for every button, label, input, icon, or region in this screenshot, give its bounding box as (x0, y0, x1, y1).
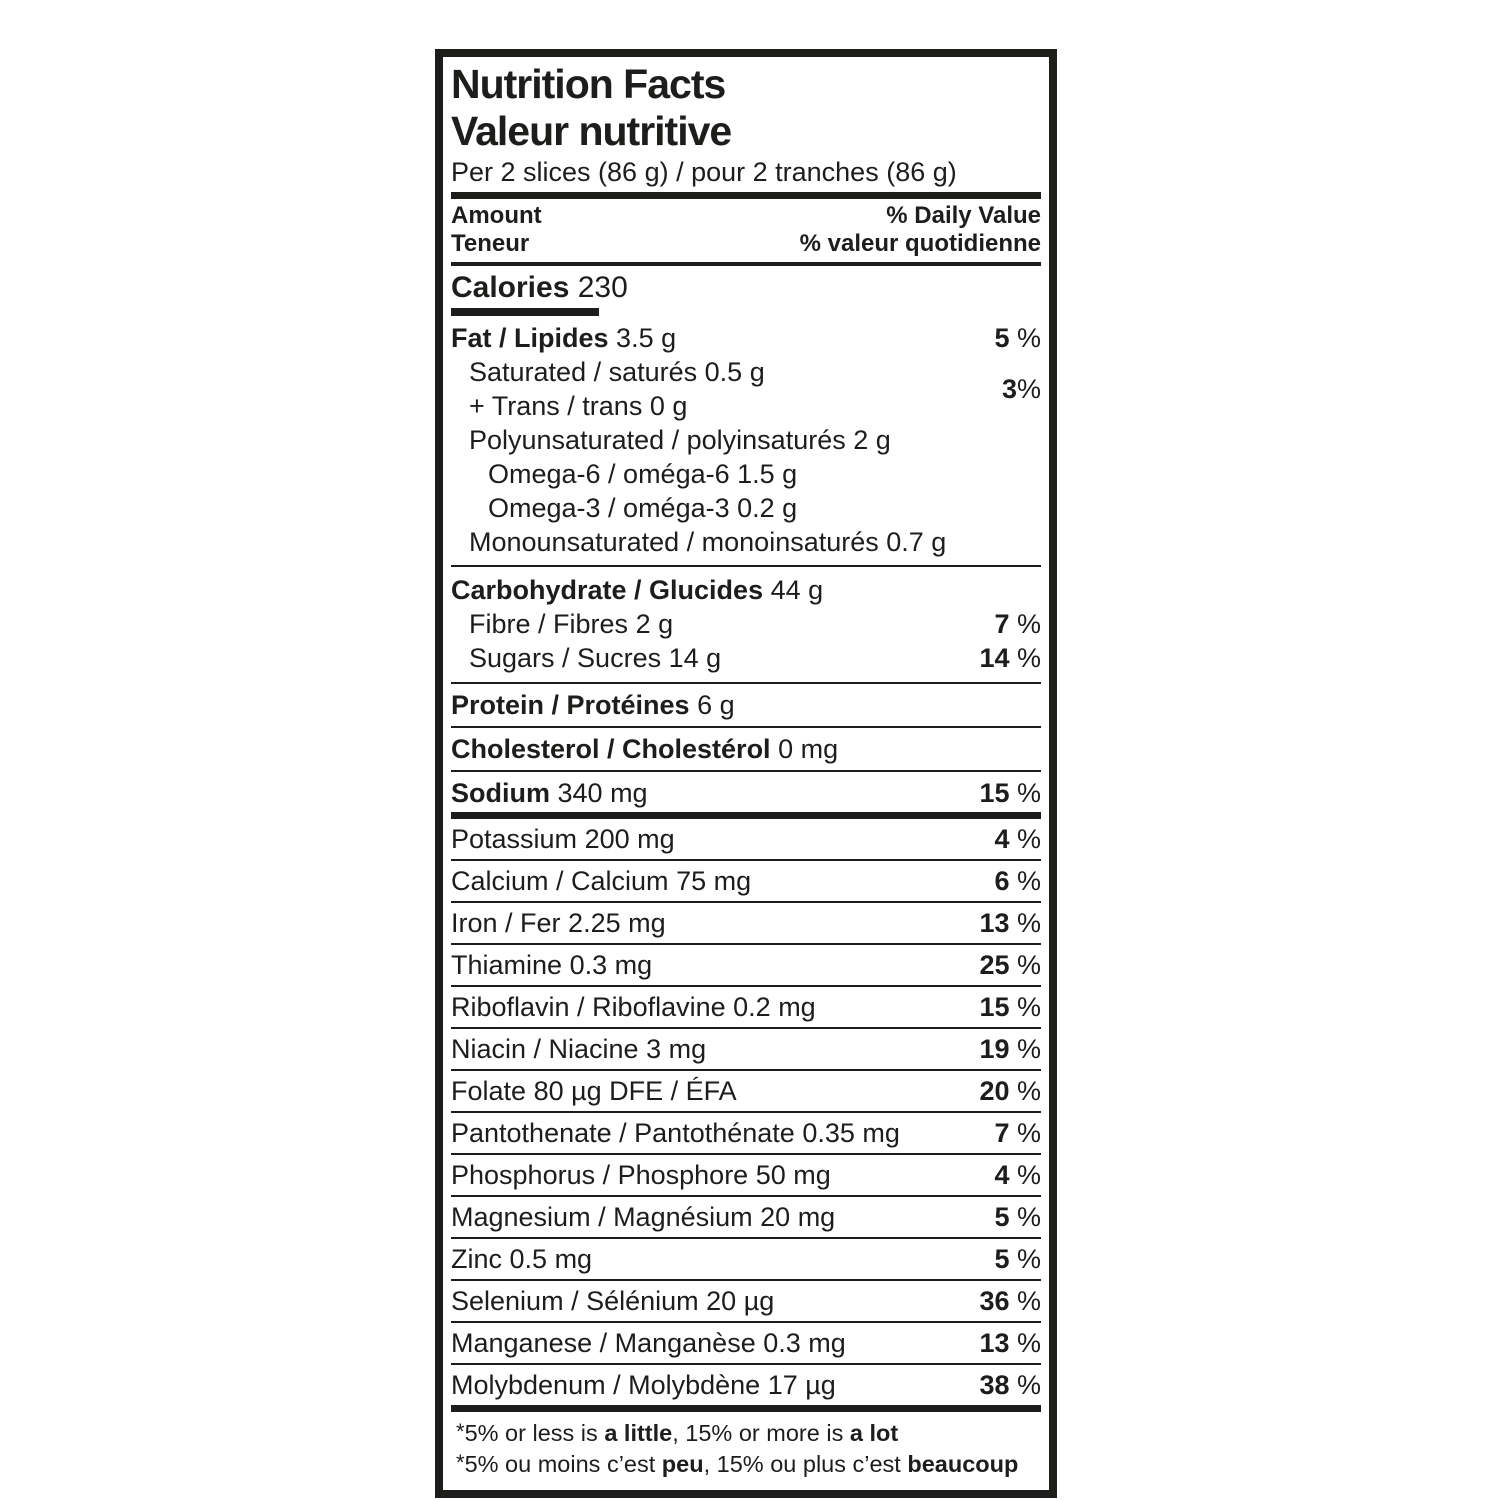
rule-before-carbohydrate (451, 565, 1041, 567)
row-protein (451, 686, 1041, 724)
nutrient-amount: 75 mg (676, 866, 752, 896)
row-polyunsaturated (451, 423, 1041, 457)
fibre-daily-value: 7 % (994, 609, 1041, 639)
nutrient-daily-value: 36 % (979, 1286, 1041, 1316)
row-omega6 (451, 457, 1041, 491)
nutrient-daily-value: 6 % (994, 866, 1041, 896)
nutrient-amount: 2.25 mg (568, 908, 666, 938)
nutrient-amount: 0.5 mg (509, 1244, 593, 1274)
saturated-amount: 0.5 g (704, 357, 765, 387)
sugars-name: Sugars / Sucres (469, 643, 662, 673)
row-sodium (451, 774, 1041, 812)
nutrient-name: Thiamine (451, 950, 563, 980)
saturated-trans-daily-value: 3 % (1001, 374, 1041, 404)
row-selenium (451, 1279, 1041, 1321)
monounsaturated-amount: 0.7 g (886, 527, 947, 557)
nutrient-name: Zinc (451, 1244, 503, 1274)
amount-header-fr: Teneur (451, 230, 530, 257)
calories-label: Calories (451, 271, 570, 304)
nutrient-name: Manganese / Manganèse (451, 1328, 756, 1358)
asterisk-fr: * (456, 1450, 465, 1475)
row-monounsaturated (451, 525, 1041, 559)
nutrient-amount: 3 mg (646, 1034, 707, 1064)
row-phosphorus (451, 1153, 1041, 1195)
nutrient-name: Niacin / Niacine (451, 1034, 639, 1064)
monounsaturated-name: Monounsaturated / monoinsaturés (469, 527, 879, 557)
row-niacin (451, 1027, 1041, 1069)
row-cholesterol (451, 730, 1041, 768)
nutrient-daily-value: 5 % (994, 1244, 1041, 1274)
nutrient-amount: 20 µg (706, 1286, 775, 1316)
nutrient-daily-value: 7 % (994, 1118, 1041, 1148)
row-sugars (451, 641, 1041, 675)
row-calcium (451, 859, 1041, 901)
cholesterol-name: Cholesterol / Cholestérol (451, 734, 771, 764)
saturated-trans-block (451, 355, 1041, 423)
nutrient-amount: 20 mg (760, 1202, 836, 1232)
nutrient-name: Calcium / Calcium (451, 866, 669, 896)
row-manganese (451, 1321, 1041, 1363)
footnote (451, 1412, 1041, 1482)
nutrient-amount: 0.2 mg (733, 992, 816, 1022)
calories-value: 230 (577, 271, 628, 304)
row-saturated (451, 355, 992, 389)
nutrient-amount: 17 µg (767, 1370, 836, 1400)
fat-amount: 3.5 g (616, 323, 677, 353)
nutrient-daily-value: 19 % (979, 1034, 1041, 1064)
nutrition-facts-label (435, 49, 1057, 1498)
sodium-daily-value: 15 % (979, 778, 1041, 808)
row-molybdenum (451, 1363, 1041, 1405)
row-thiamine (451, 943, 1041, 985)
row-fibre (451, 607, 1041, 641)
trans-name: + Trans / trans (469, 391, 643, 421)
nutrient-daily-value: 13 % (979, 908, 1041, 938)
thick-rule-after-sodium (451, 812, 1041, 819)
row-fat (451, 321, 1041, 355)
nutrient-daily-value: 38 % (979, 1370, 1041, 1400)
serving-size-line: Per 2 slices (86 g) / pour 2 tranches (86 g) (451, 157, 957, 187)
sodium-name: Sodium (451, 778, 550, 808)
nutrient-amount: 200 mg (584, 824, 675, 854)
carbohydrate-group (451, 569, 1041, 680)
nutrient-amount: 0.35 mg (802, 1118, 900, 1148)
row-riboflavin (451, 985, 1041, 1027)
fibre-name: Fibre / Fibres (469, 609, 629, 639)
fat-daily-value: 5 % (994, 323, 1041, 353)
nutrient-name: Riboflavin / Riboflavine (451, 992, 726, 1022)
nutrient-daily-value: 13 % (979, 1328, 1041, 1358)
row-iron (451, 901, 1041, 943)
sugars-amount: 14 g (668, 643, 722, 673)
fibre-amount: 2 g (635, 609, 674, 639)
polyunsaturated-name: Polyunsaturated / polyinsaturés (469, 425, 846, 455)
row-pantothenate (451, 1111, 1041, 1153)
thick-rule-bottom (451, 1405, 1041, 1412)
nutrient-amount: 80 µg DFE / ÉFA (533, 1076, 737, 1106)
daily-value-header-fr: % valeur quotidienne (799, 230, 1041, 257)
protein-name: Protein / Protéines (451, 690, 690, 720)
carbohydrate-name: Carbohydrate / Glucides (451, 575, 764, 605)
row-carbohydrate (451, 573, 1041, 607)
nutrient-name: Folate (451, 1076, 527, 1106)
nutrient-name: Molybdenum / Molybdène (451, 1370, 761, 1400)
thick-rule-top (451, 192, 1041, 199)
nutrient-daily-value: 4 % (994, 824, 1041, 854)
row-magnesium (451, 1195, 1041, 1237)
row-potassium (451, 819, 1041, 859)
fat-name: Fat / Lipides (451, 323, 609, 353)
trans-amount: 0 g (649, 391, 688, 421)
label-title-en: Nutrition Facts (451, 61, 726, 107)
footnote-fr: *5% ou moins c’est peu, 15% ou plus c’est beaucoup (456, 1449, 1041, 1480)
rule-before-protein (451, 682, 1041, 684)
medium-rule-headers (451, 262, 1041, 266)
row-zinc (451, 1237, 1041, 1279)
carbohydrate-amount: 44 g (770, 575, 824, 605)
omega6-name: Omega-6 / oméga-6 (488, 459, 730, 489)
nutrient-name: Phosphorus / Phosphore (451, 1160, 749, 1190)
omega6-amount: 1.5 g (737, 459, 798, 489)
daily-value-header-en: % Daily Value (886, 202, 1041, 229)
fat-group (451, 318, 1041, 563)
footnote-en: *5% or less is a little, 15% or more is a lot (456, 1418, 1041, 1449)
omega3-amount: 0.2 g (737, 493, 798, 523)
nutrient-amount: 0.3 mg (763, 1328, 846, 1358)
rule-before-sodium (451, 770, 1041, 772)
omega3-name: Omega-3 / oméga-3 (488, 493, 730, 523)
sugars-daily-value: 14 % (979, 643, 1041, 673)
nutrient-daily-value: 15 % (979, 992, 1041, 1022)
nutrient-name: Magnesium / Magnésium (451, 1202, 753, 1232)
nutrient-name: Potassium (451, 824, 578, 854)
nutrient-daily-value: 20 % (979, 1076, 1041, 1106)
micronutrient-list (451, 819, 1041, 1405)
calories-row (451, 269, 1041, 307)
amount-header-en: Amount (451, 202, 542, 229)
nutrient-amount: 50 mg (755, 1160, 831, 1190)
nutrient-name: Pantothenate / Pantothénate (451, 1118, 795, 1148)
row-folate (451, 1069, 1041, 1111)
nutrient-name: Selenium / Sélénium (451, 1286, 699, 1316)
cholesterol-amount: 0 mg (778, 734, 839, 764)
nutrient-amount: 0.3 mg (569, 950, 653, 980)
rule-before-cholesterol (451, 726, 1041, 728)
calories-underline (451, 308, 599, 316)
row-trans (451, 389, 992, 423)
nutrient-name: Iron / Fer (451, 908, 561, 938)
nutrient-daily-value: 5 % (994, 1202, 1041, 1232)
row-omega3 (451, 491, 1041, 525)
asterisk-en: * (456, 1419, 465, 1444)
sodium-amount: 340 mg (557, 778, 648, 808)
protein-amount: 6 g (697, 690, 735, 720)
label-title-fr: Valeur nutritive (451, 108, 732, 154)
polyunsaturated-amount: 2 g (853, 425, 891, 455)
nutrient-daily-value: 4 % (994, 1160, 1041, 1190)
column-headers (451, 199, 1041, 260)
nutrient-daily-value: 25 % (979, 950, 1041, 980)
saturated-name: Saturated / saturés (469, 357, 698, 387)
